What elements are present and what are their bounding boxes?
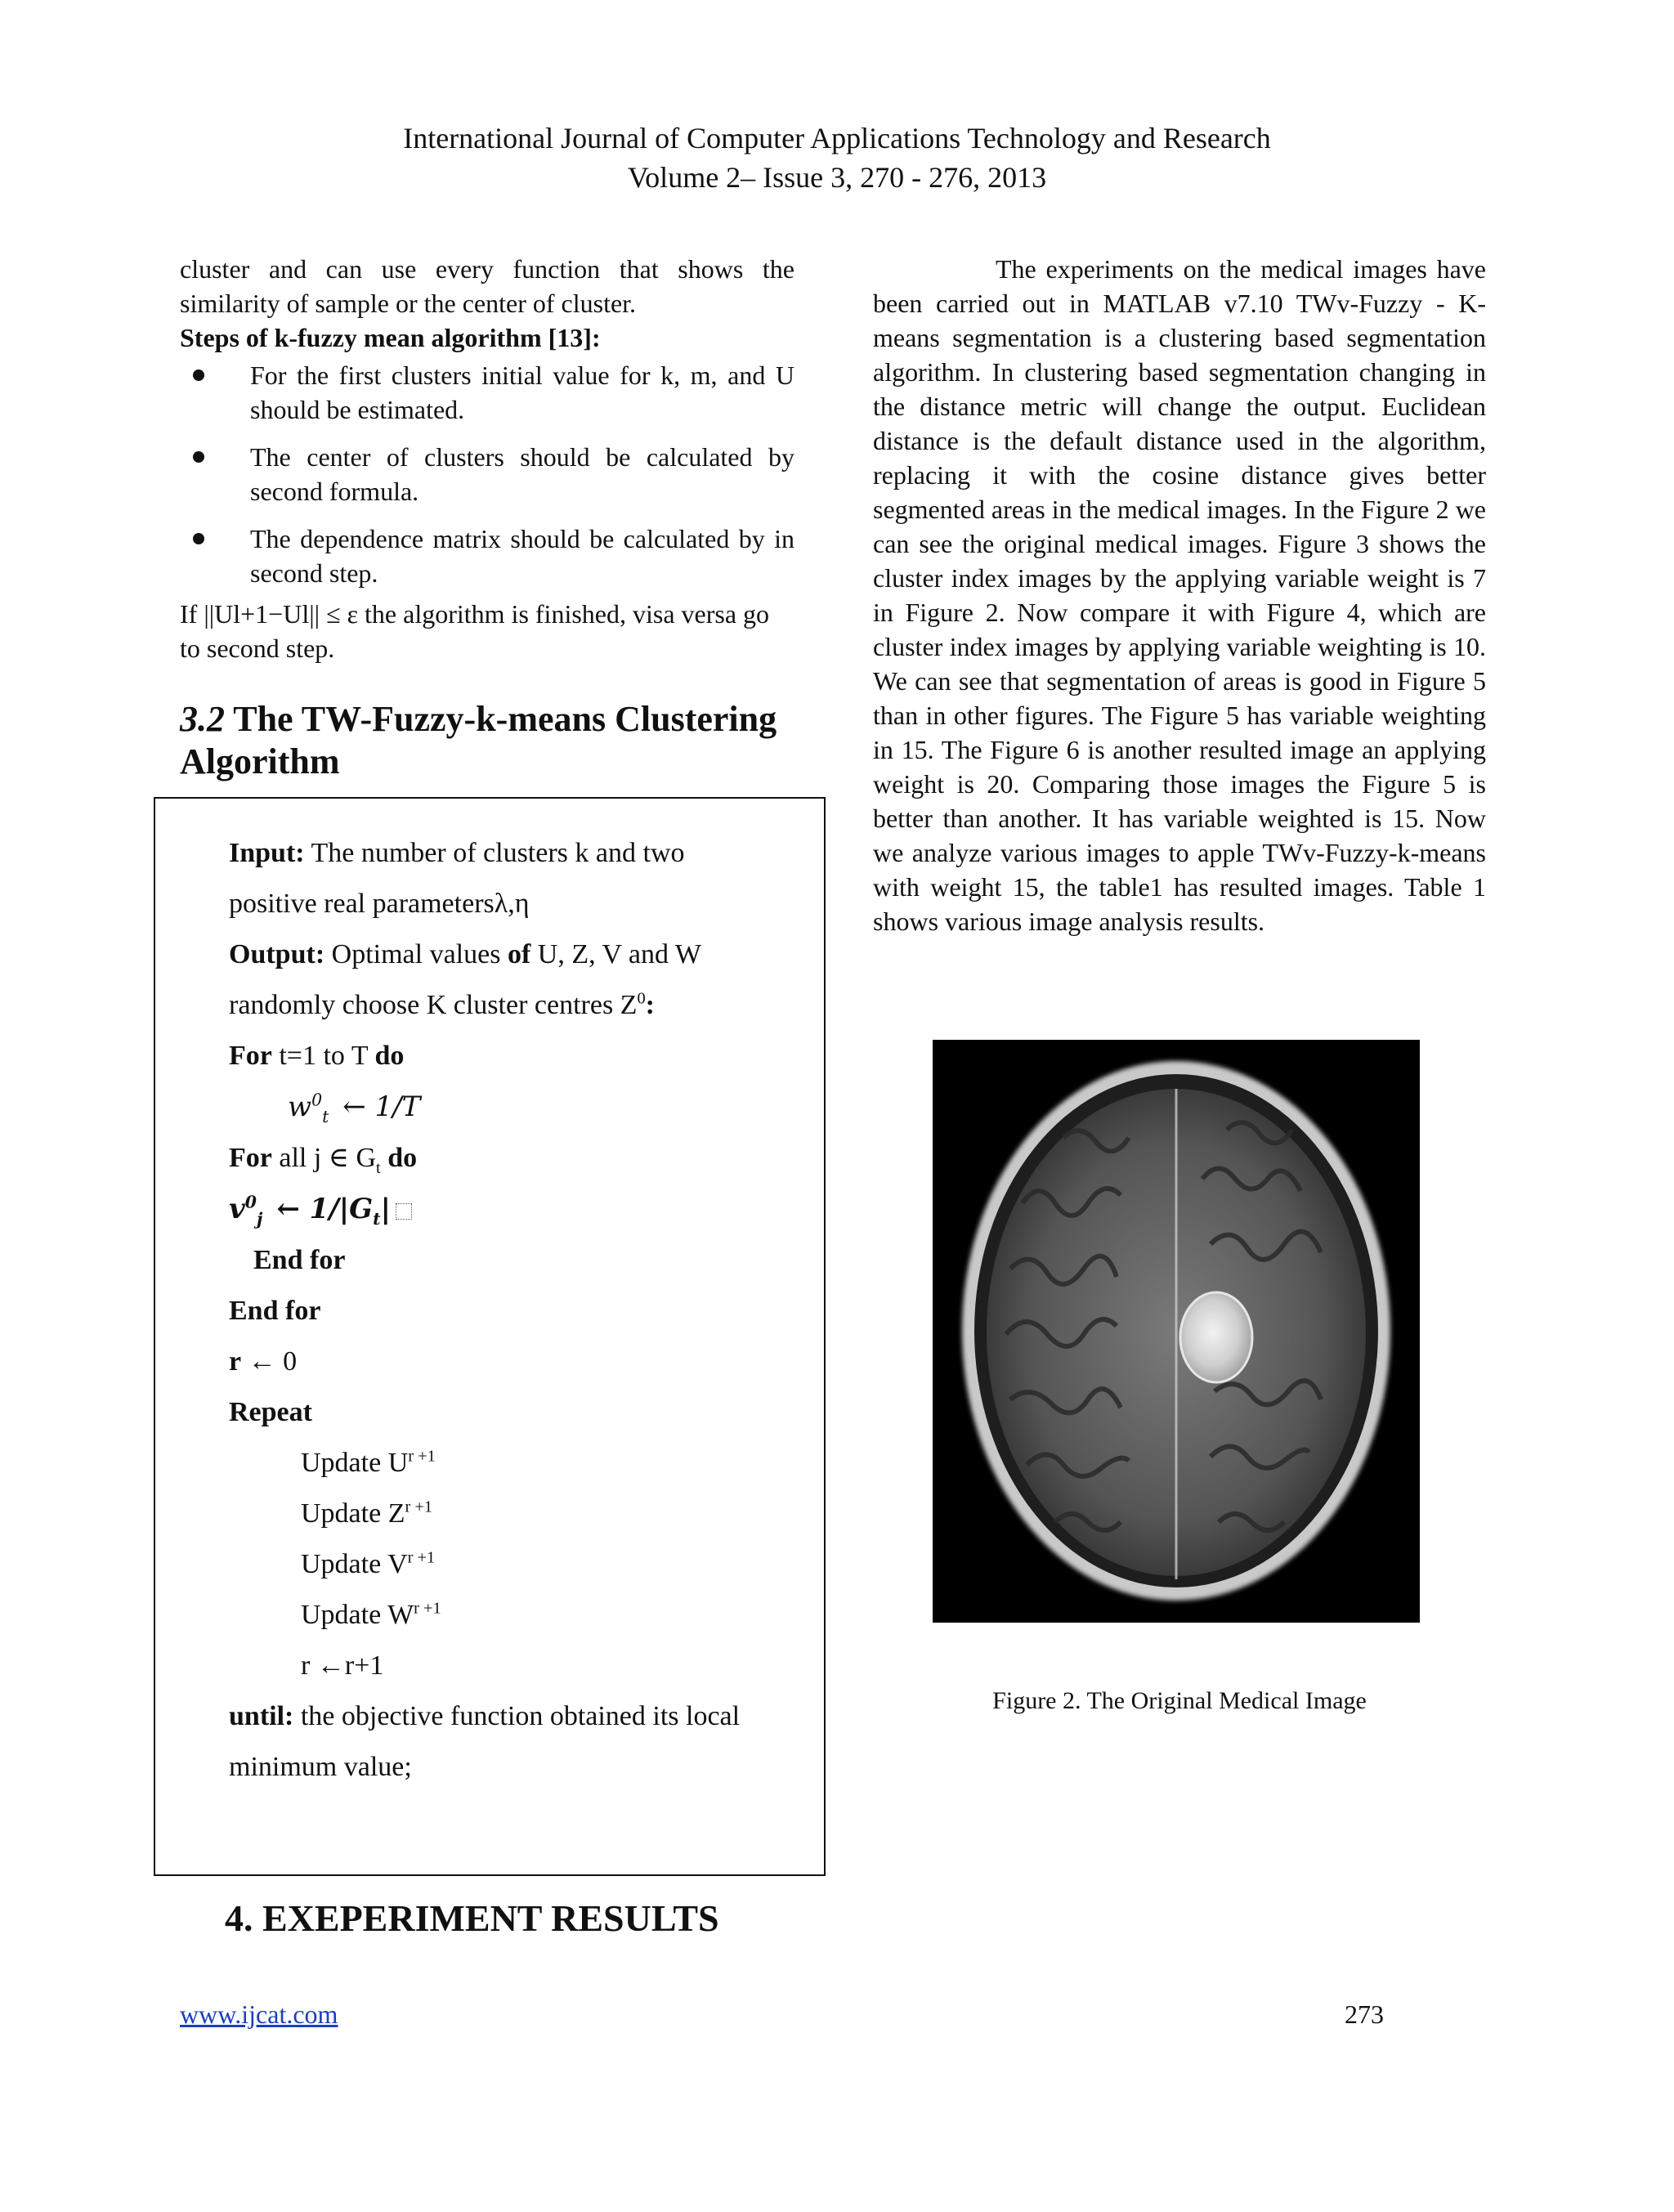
algo-until-cont: minimum value; [229,1752,412,1782]
algo-choose: randomly choose K cluster centres $Z^0$: [229,989,655,1020]
algo-r-increment: r ←r+1 [301,1650,384,1681]
bullet-icon [193,369,204,381]
page-number: 273 [1345,1999,1384,2029]
algo-end-for-inner: End for [253,1245,346,1275]
intro-text: cluster and can use every function that shows the similarity of sample or the center of cluster. [180,254,794,318]
steps-list [180,358,794,590]
journal-title: International Journal of Computer Applications Technology and Research [403,122,1271,154]
algo-update-v: Update $V^{r +1}$ [301,1548,436,1579]
journal-volume: Volume 2– Issue 3, 270 - 276, 2013 [627,161,1047,194]
algo-repeat: Repeat [229,1397,312,1427]
left-column [180,252,794,783]
steps-title: Steps of k-fuzzy mean algorithm [13]: [180,323,601,352]
list-item: The dependence matrix should be calculated by in second step. [180,522,794,590]
algo-input-cont: positive real parametersλ,η [229,889,530,919]
figure-caption: Figure 2. The Original Medical Image [992,1687,1367,1714]
section-heading [180,698,794,783]
algo-input: Input: The number of clusters k and two [229,838,685,868]
algo-for-t: For t=1 to T do [229,1041,405,1071]
section-number: 3.2 [180,699,225,739]
stop-condition: If ||Ul+1−Ul|| ≤ ε the algorithm is finished, visa versa go to second step. [180,599,770,663]
results-heading: 4. EXEPERIMENT RESULTS [225,1897,719,1939]
algo-for-j: For all j ∈ $G_t$ do [229,1143,418,1177]
algo-v-assign: $v^0_j$ ← $1/|G_t|$ [229,1184,791,1235]
mri-brain-image [933,1040,1420,1623]
experiments-paragraph: The experiments on the medical images have been carried out in MATLAB v7.10 TWv-Fuzzy - K-means segmentation is a clustering based segmentation algorithm. In clustering based segmentation changing in the distance metric will change the output. Euclidean distance is the default distance used in the algorithm, replacing it with the cosine distance gives better segmented areas in the medical images. In the Figure 2 we can see the original medical images. Figure 3 shows the cluster index images by the applying variable weight is 7 in Figure 2. Now compare it with Figure 4, which are cluster index images by applying variable weighting is 10. We can see that segmentation of areas is good in Figure 5 than in other figures. The Figure 5 has variable weighting in 15. The Figure 6 is another resulted image an applying weight is 20. Comparing those images the Figure 5 is better than another. It has variable weighted is 15. Now we analyze various images to apple TWv-Fuzzy-k-means with weight 15, the table1 has resulted images. Table 1 shows various image analysis results. [873,254,1486,936]
algo-r-init: r ← 0 [229,1346,298,1377]
list-item: The center of clusters should be calculated by second formula. [180,440,794,508]
algo-until: until: the objective function obtained its local [229,1701,741,1731]
algorithm-box [154,797,826,1876]
bullet-icon [193,533,204,544]
algo-update-u: Update $U^{r +1}$ [301,1447,436,1478]
bullet-icon [193,451,204,463]
algo-update-z: Update $Z^{r +1}$ [301,1498,433,1529]
section-title: The TW-Fuzzy-k-means Clustering Algorithm [180,699,777,781]
algo-end-for-outer: End for [229,1296,321,1326]
placeholder-box-icon [396,1203,412,1220]
algo-output: Output: Optimal values of U, Z, V and W [229,939,701,969]
footer-website-link[interactable]: www.ijcat.com [180,1999,338,2029]
algo-update-w: Update $W^{r +1}$ [301,1599,441,1630]
list-item: For the first clusters initial value for k, m, and U should be estimated. [180,358,794,427]
right-column [873,252,1486,938]
algo-w-assign: $w^0_t$ ← 1/T [288,1090,421,1126]
